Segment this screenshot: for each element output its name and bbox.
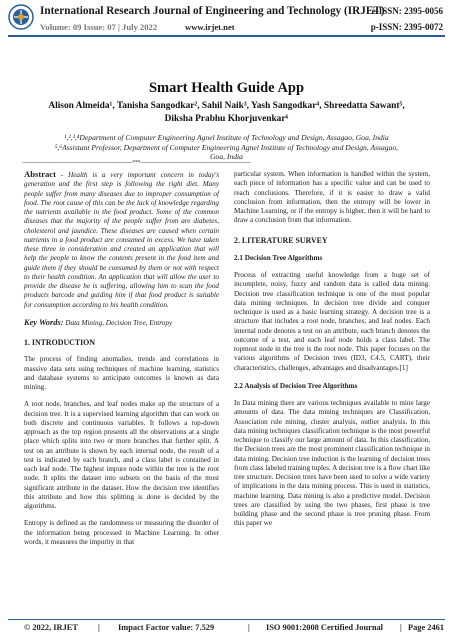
paragraph: Process of extracting useful knowledge from a huge set of incomplete, noisy, fuzzy and random data is called data mining. Decision tree classification technique is one of the most popular data mining techniques. In decision tree divide and conquer technique is used as a basic learning strategy. A decision tree is a structure that includes a root node, branches, and leaf nodes. Each internal node denotes a test on an attribute, each branch denotes the outcome of a test, and each leaf node holds a class label. The topmost node in the tree is the root node. This paper focuses on the various algorithms of Decision trees (ID3, C4.5, CART), their characteristics, challenges, advantages and disadvantages.[1] bbox=[234, 271, 430, 372]
paragraph: In Data mining there are various techniques available to mine large amounts of data. The data mining techniques are Classification, Association rule mining, cluster analysis, outlier analysis. In this data mining techniques classification technique is the most powerful technique to classify our large amount of data. In this classification, the Decision trees are the most prominent classification technique in data mining. Decision tree induction is the learning of decision trees from class labeled training tuples. A decision tree is a flow chart like tree structure. Decision trees have been used to solve a wide variety of implications in the data mining process. This is used in statistics, machine learning. Data mining is also a predictive model. Decision trees are classified by using the two phases, first phase is tree building phase and the second phase is tree pruning phase. From this paper we bbox=[234, 399, 430, 528]
abstract-label: Abstract bbox=[24, 169, 56, 179]
page-header bbox=[0, 0, 453, 38]
footer-separator: | bbox=[98, 623, 100, 632]
authors-line: Alison Almeida¹, Tanisha Sangodkar², Sahil Naik³, Yash Sangodkar⁴, Shreedatta Sawant⁵, bbox=[48, 101, 405, 111]
affiliations bbox=[22, 133, 431, 162]
volume-line bbox=[40, 22, 235, 32]
paragraph: A root node, branches, and leaf nodes make up the structure of a decision tree. It is a supervised learning algorithm that can work on both discrete and continuous variables. It follows a top-down approach as the top region presents all the observations at a single place which splits into two or more branches that further split. A test on an attribute is shown by each internal node, the result of a test is indicated by each branch, and a class label is contained in each leaf node. The highest impure node within the tree is the root node. It splits the dataset into subsets on the basis of the most significant attribute in the dataset. How the decision tree identifies this attribute and how this splitting is done is decided by the algorithms. bbox=[24, 400, 219, 510]
paragraph: particular system. When information is handled within the system, each piece of information has a specific value and can be used to reach conclusions. Therefore, if it is easier to draw a valid conclusion from information, then the entropy will be lower in Machine Learning, or if the entropy is higher, then it will be hard to draw a conclusion from that information. bbox=[234, 170, 430, 225]
subsection-heading: 2.2 Analysis of Decision Tree Algorithms bbox=[234, 381, 358, 390]
footer-divider bbox=[8, 619, 445, 620]
abstract bbox=[24, 170, 219, 310]
abstract-text: - Health is a very important concern in today's generation and the first step is following the right diet. Many people suffer from many diseases due to improper consumption of food. The root cause of this can be the lack of knowledge regarding the nutrients available in the food product. Some of the common diseases that the majority of the people suffer from are diabetes, cholesterol and jaundice. These diseases are caused when certain nutrients in a food product are consumed in excess. We have taken these three in consideration and created an application that will help the people to know the contents present in the food item and guide them if they should be consumed by them or not with respect to their health condition. An application that will allow the user to provide the disease he is suffering, allowing him to scan the food products barcode and guiding him if that food product is suitable for consumption according to his health condition. bbox=[24, 171, 219, 309]
left-column bbox=[24, 170, 219, 547]
page-number: Page 2461 bbox=[408, 623, 445, 632]
journal-name: International Research Journal of Engineering and Technology (IRJET) bbox=[40, 5, 385, 17]
section-heading: 1. INTRODUCTION bbox=[24, 338, 96, 347]
header-divider bbox=[8, 35, 445, 37]
paragraph: Entropy is defined as the randomness or measuring the disorder of the information being processed in Machine Learning. In other words, it measures the impurity in that bbox=[24, 519, 219, 546]
paper-title: Smart Health Guide App bbox=[148, 80, 305, 96]
footer-separator: | bbox=[248, 623, 250, 632]
website-link[interactable]: www.irjet.net bbox=[185, 22, 235, 32]
subsection-heading: 2.1 Decision Tree Algorithms bbox=[234, 253, 323, 262]
section-heading: 2. LITERATURE SURVEY bbox=[234, 235, 328, 245]
keywords-label: Key Words: bbox=[24, 317, 64, 327]
impact-factor: Impact Factor value: 7.529 bbox=[118, 623, 215, 632]
copyright: © 2022, IRJET bbox=[24, 623, 78, 632]
right-column bbox=[234, 170, 430, 529]
footer-separator: | bbox=[400, 623, 402, 632]
e-issn: e-ISSN: 2395-0056 bbox=[371, 6, 443, 16]
irjet-logo-icon bbox=[8, 4, 34, 30]
affiliation-line: Goa, India bbox=[210, 152, 243, 162]
paragraph: The process of finding anomalies, trends and correlations in massive data sets using techniques of machine learning, statistics and database systems to anticipate outcomes is known as data mining. bbox=[24, 355, 219, 391]
author-list bbox=[30, 100, 423, 126]
section-separator: ---------------------------------------------------------------------***--------------------------------------------------------------------- bbox=[22, 160, 251, 166]
keywords bbox=[24, 318, 219, 328]
volume-issue: Volume: 09 Issue: 07 | July 2022 bbox=[40, 22, 158, 32]
p-issn: p-ISSN: 2395-0072 bbox=[370, 22, 443, 32]
affiliation-line: ⁵,⁶Assistant Professor, Department of Computer Engineering Agnel Institute of Technology and Design, Assagao, bbox=[54, 142, 399, 152]
authors-line: Diksha Prabhu Khorjuvenkar⁶ bbox=[164, 114, 289, 124]
keywords-text: Data Mining, Decision Tree, Entropy bbox=[63, 318, 173, 327]
iso-certification: ISO 9001:2008 Certified Journal bbox=[266, 623, 384, 632]
affiliation-line: ¹,²,³,⁴Department of Computer Engineering Agnel Institute of Technology and Design, Assagao, Goa, India bbox=[64, 133, 389, 142]
